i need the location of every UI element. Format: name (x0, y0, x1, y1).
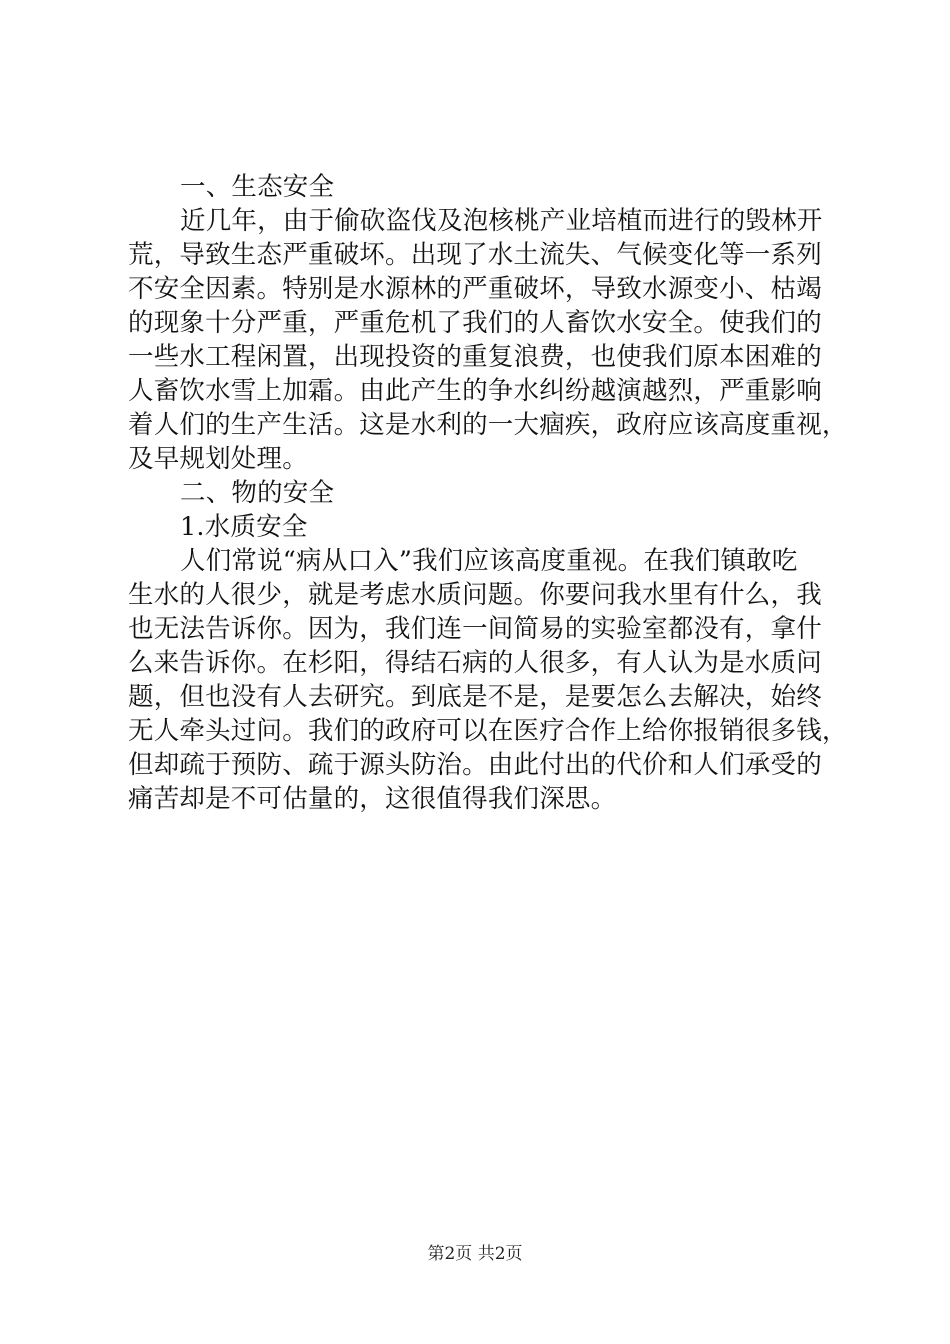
section-heading-material-safety: 二、物的安全 (180, 478, 335, 508)
paragraph-line: 但却疏于预防、疏于源头防治。由此付出的代价和人们承受的 (128, 750, 822, 780)
paragraph-line: 么来告诉你。在杉阳，得结石病的人很多，有人认为是水质问 (128, 648, 822, 678)
section-heading-ecological-safety: 一、生态安全 (180, 172, 335, 202)
paragraph-line: 题，但也没有人去研究。到底是不是，是要怎么去解决，始终 (128, 682, 822, 712)
paragraph-line: 着人们的生产生活。这是水利的一大痼疾，政府应该高度重视， (128, 410, 848, 440)
page-footer: 第2页 共2页 (427, 1244, 523, 1264)
paragraph-line: 人畜饮水雪上加霜。由此产生的争水纠纷越演越烈，严重影响 (128, 376, 822, 406)
subsection-heading-water-quality: 1.水质安全 (180, 512, 308, 542)
paragraph-line: 的现象十分严重，严重危机了我们的人畜饮水安全。使我们的 (128, 308, 822, 338)
paragraph-line: 近几年，由于偷砍盗伐及泡核桃产业培植而进行的毁林开 (180, 206, 823, 236)
paragraph-line: 无人牵头过问。我们的政府可以在医疗合作上给你报销很多钱， (128, 716, 848, 746)
paragraph-line: 人们常说“病从口入”我们应该高度重视。在我们镇敢吃 (180, 546, 798, 576)
paragraph-line: 及早规划处理。 (128, 444, 308, 474)
paragraph-ecological-safety (128, 204, 848, 476)
paragraph-line: 痛苦却是不可估量的，这很值得我们深思。 (128, 784, 617, 814)
paragraph-line: 生水的人很少，就是考虑水质问题。你要问我水里有什么，我 (128, 580, 822, 610)
paragraph-line: 一些水工程闲置，出现投资的重复浪费，也使我们原本困难的 (128, 342, 822, 372)
paragraph-water-quality (128, 544, 848, 816)
paragraph-line: 不安全因素。特别是水源林的严重破坏，导致水源变小、枯竭 (128, 274, 822, 304)
paragraph-line: 荒，导致生态严重破坏。出现了水土流失、气候变化等一系列 (128, 240, 822, 270)
document-body (128, 170, 848, 816)
paragraph-line: 也无法告诉你。因为，我们连一间简易的实验室都没有，拿什 (128, 614, 822, 644)
